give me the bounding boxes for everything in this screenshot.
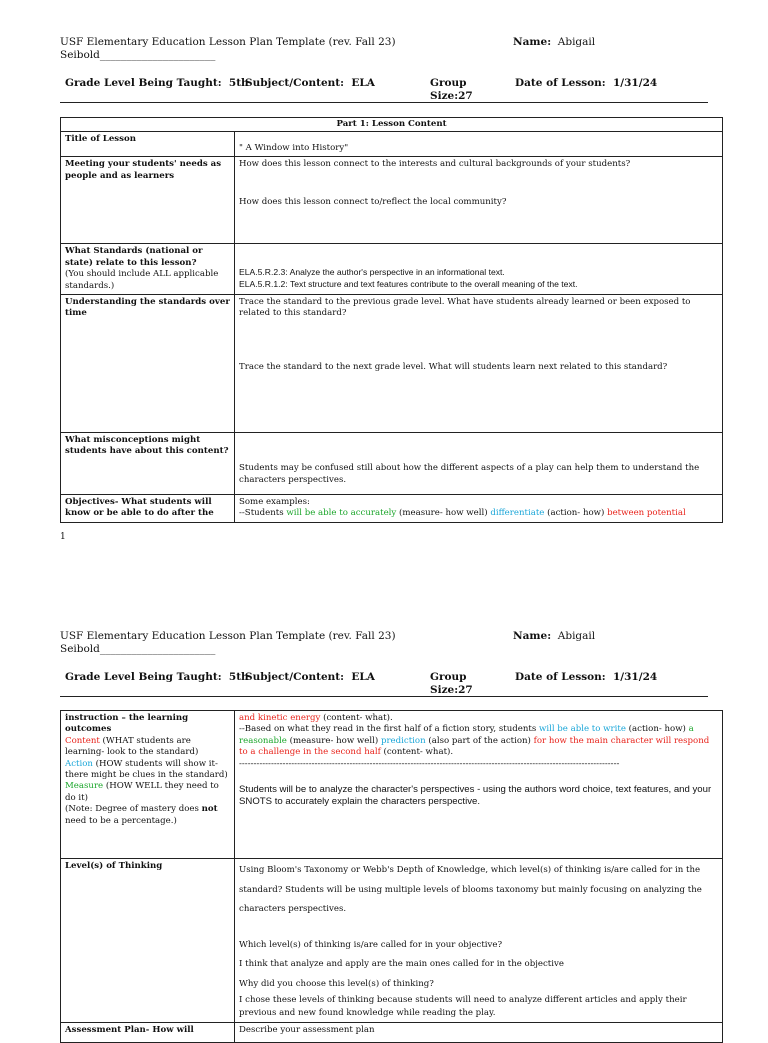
thinking-question-3: Why did you choose this level(s) of thinking? bbox=[239, 978, 434, 989]
teacher-line-p2: Seibold______________________ bbox=[60, 643, 216, 655]
standards-label: What Standards (national or state) relate to this lesson? bbox=[65, 246, 203, 268]
ex1-action: differentiate bbox=[490, 508, 545, 519]
header-rule bbox=[60, 102, 708, 103]
part1-heading: Part 1: Lesson Content bbox=[61, 118, 723, 132]
group-field-p2 bbox=[430, 671, 473, 697]
ex2-content-note: (content- what). bbox=[380, 747, 454, 758]
teacher-line: Seibold______________________ bbox=[60, 49, 216, 61]
objective-example-1 bbox=[239, 508, 718, 519]
dashed-divider: ----------------------------------------------------------------------------------------------------------------------------------- bbox=[239, 758, 620, 769]
thinking-answer-3: I chose these levels of thinking because students will need to analyze different articles and apply their previous and new found knowledge while reading the play. bbox=[239, 995, 687, 1018]
standards-cell bbox=[235, 244, 723, 295]
content-word: Content bbox=[65, 735, 100, 746]
name-value-p2: Abigail bbox=[557, 630, 596, 642]
content-desc: (WHAT students are learning- look to the standard) bbox=[65, 735, 199, 758]
grade-label-p2: Grade Level Being Taught: bbox=[65, 671, 222, 683]
ex2-prediction-note: (also part of the action) bbox=[425, 735, 534, 746]
obj-label-cont: instruction – the learning outcomes bbox=[65, 713, 189, 735]
subject-field-p2 bbox=[245, 671, 375, 684]
over-time-question-1: Trace the standard to the previous grade level. What have students already learned or been exposed to related to this standard? bbox=[239, 297, 691, 319]
group-label: Group bbox=[430, 77, 467, 89]
ex2-measure-note: (measure- how well) bbox=[286, 735, 381, 746]
grade-field bbox=[65, 77, 249, 90]
needs-label: Meeting your students' needs as people and as learners bbox=[61, 157, 235, 244]
needs-question-2: How does this lesson connect to/reflect the local community? bbox=[239, 196, 507, 207]
ex1-content: between potential bbox=[607, 508, 686, 519]
grade-label: Grade Level Being Taught: bbox=[65, 77, 222, 89]
subject-label: Subject/Content: bbox=[245, 77, 345, 89]
subject-value-p2: ELA bbox=[351, 671, 375, 683]
ex1-content-note: (content- what). bbox=[320, 713, 393, 723]
objective-text: Students will be to analyze the character's perspectives - using the authors word choice, text features, and your SNOTS to accurately explain the characters perspective. bbox=[239, 784, 712, 808]
objectives-cell bbox=[235, 495, 723, 523]
lesson-content-table bbox=[60, 117, 723, 523]
group-size-p2: Size:27 bbox=[430, 684, 473, 696]
objectives-cell-cont bbox=[235, 711, 723, 859]
grade-value-p2: 5th bbox=[228, 671, 249, 683]
ex2-content: for how the main character will respond to a challenge in the second half bbox=[239, 735, 710, 758]
title-label: Title of Lesson bbox=[61, 132, 235, 157]
thinking-cell bbox=[235, 859, 723, 1023]
ex1-content-end: and kinetic energy bbox=[239, 713, 321, 723]
over-time-question-2: Trace the standard to the next grade level. What will students learn next related to this standard? bbox=[239, 361, 668, 372]
title-value: " A Window into History" bbox=[235, 132, 723, 157]
group-size: Size:27 bbox=[430, 90, 473, 102]
subject-field bbox=[245, 77, 375, 90]
objective-example-2 bbox=[239, 724, 718, 758]
measure-word: Measure bbox=[65, 781, 104, 792]
ex1-students: --Students bbox=[239, 508, 287, 519]
measure-desc: (HOW WELL they need to do it) bbox=[65, 781, 219, 803]
thinking-question-1: Using Bloom's Taxonomy or Webb's Depth of Knowledge, which level(s) of thinking is/are called for in the standard? Students will be using multiple levels of blooms taxonomy but mainly focusing on analyzing the characters perspectives. bbox=[239, 865, 702, 914]
ex2-measure: a reasonable bbox=[239, 724, 694, 746]
date-field bbox=[515, 77, 657, 90]
ex1-action-note: (action- how) bbox=[544, 508, 608, 519]
objectives-label-cont bbox=[61, 711, 235, 859]
subject-value: ELA bbox=[351, 77, 375, 89]
action-desc: (HOW students will show it- there might be clues in the standard) bbox=[65, 758, 228, 781]
standards-label-cell bbox=[61, 244, 235, 295]
objective-example-1-end bbox=[239, 713, 718, 724]
assessment-label: Assessment Plan- How will bbox=[61, 1023, 235, 1043]
mastery-note-a: (Note: Degree of mastery does bbox=[65, 804, 202, 815]
grade-value: 5th bbox=[228, 77, 249, 89]
subject-label-p2: Subject/Content: bbox=[245, 671, 345, 683]
group-field bbox=[430, 77, 473, 103]
thinking-answer-2: I think that analyze and apply are the main ones called for in the objective bbox=[239, 959, 564, 969]
group-label-p2: Group bbox=[430, 671, 467, 683]
header-rule-p2 bbox=[60, 696, 708, 697]
ex2-action-note: (action- how) bbox=[625, 724, 689, 735]
over-time-cell bbox=[235, 295, 723, 433]
over-time-label: Understanding the standards over time bbox=[61, 295, 235, 433]
name-field bbox=[513, 36, 595, 49]
template-title-p2: USF Elementary Education Lesson Plan Template (rev. Fall 23) bbox=[60, 630, 396, 642]
lesson-content-table-p2 bbox=[60, 710, 723, 1043]
page-number: 1 bbox=[60, 532, 66, 542]
name-value: Abigail bbox=[557, 36, 596, 48]
ex2-prediction: prediction bbox=[380, 735, 426, 746]
ex1-measure-note: (measure- how well) bbox=[396, 508, 491, 519]
needs-question-1: How does this lesson connect to the interests and cultural backgrounds of your students? bbox=[239, 159, 631, 170]
name-label-p2: Name: bbox=[513, 630, 552, 642]
name-label: Name: bbox=[513, 36, 552, 48]
ex2-action: will be able to write bbox=[538, 724, 626, 735]
date-value-p2: 1/31/24 bbox=[612, 671, 658, 683]
objectives-label: Objectives- What students will know or be able to do after the bbox=[61, 495, 235, 523]
template-title: USF Elementary Education Lesson Plan Template (rev. Fall 23) bbox=[60, 36, 396, 48]
ex2-intro: --Based on what they read in the first half of a fiction story, students bbox=[239, 724, 539, 735]
ex1-measure: will be able to accurately bbox=[286, 508, 397, 519]
grade-field-p2 bbox=[65, 671, 249, 684]
thinking-label: Level(s) of Thinking bbox=[61, 859, 235, 1023]
thinking-question-2: Which level(s) of thinking is/are called for in your objective? bbox=[239, 939, 503, 950]
standard-2: ELA.5.R.1.2: Text structure and text features contribute to the overall meaning of the text. bbox=[239, 278, 578, 289]
name-field-p2 bbox=[513, 630, 595, 643]
standard-1: ELA.5.R.2.3: Analyze the author's perspective in an informational text. bbox=[239, 267, 505, 278]
action-word: Action bbox=[65, 758, 93, 769]
standards-note: (You should include ALL applicable standards.) bbox=[65, 269, 219, 291]
date-label: Date of Lesson: bbox=[515, 77, 606, 89]
date-label-p2: Date of Lesson: bbox=[515, 671, 606, 683]
mastery-note-not: not bbox=[201, 804, 218, 815]
misconceptions-value: Students may be confused still about how the different aspects of a play can help them to understand the characters perspectives. bbox=[235, 433, 723, 495]
misconceptions-label: What misconceptions might students have about this content? bbox=[61, 433, 235, 495]
date-value: 1/31/24 bbox=[612, 77, 658, 89]
needs-cell bbox=[235, 157, 723, 244]
assessment-value: Describe your assessment plan bbox=[235, 1023, 723, 1043]
mastery-note-c: need to be a percentage.) bbox=[65, 815, 177, 826]
objectives-some-examples: Some examples: bbox=[239, 497, 310, 508]
date-field-p2 bbox=[515, 671, 657, 684]
